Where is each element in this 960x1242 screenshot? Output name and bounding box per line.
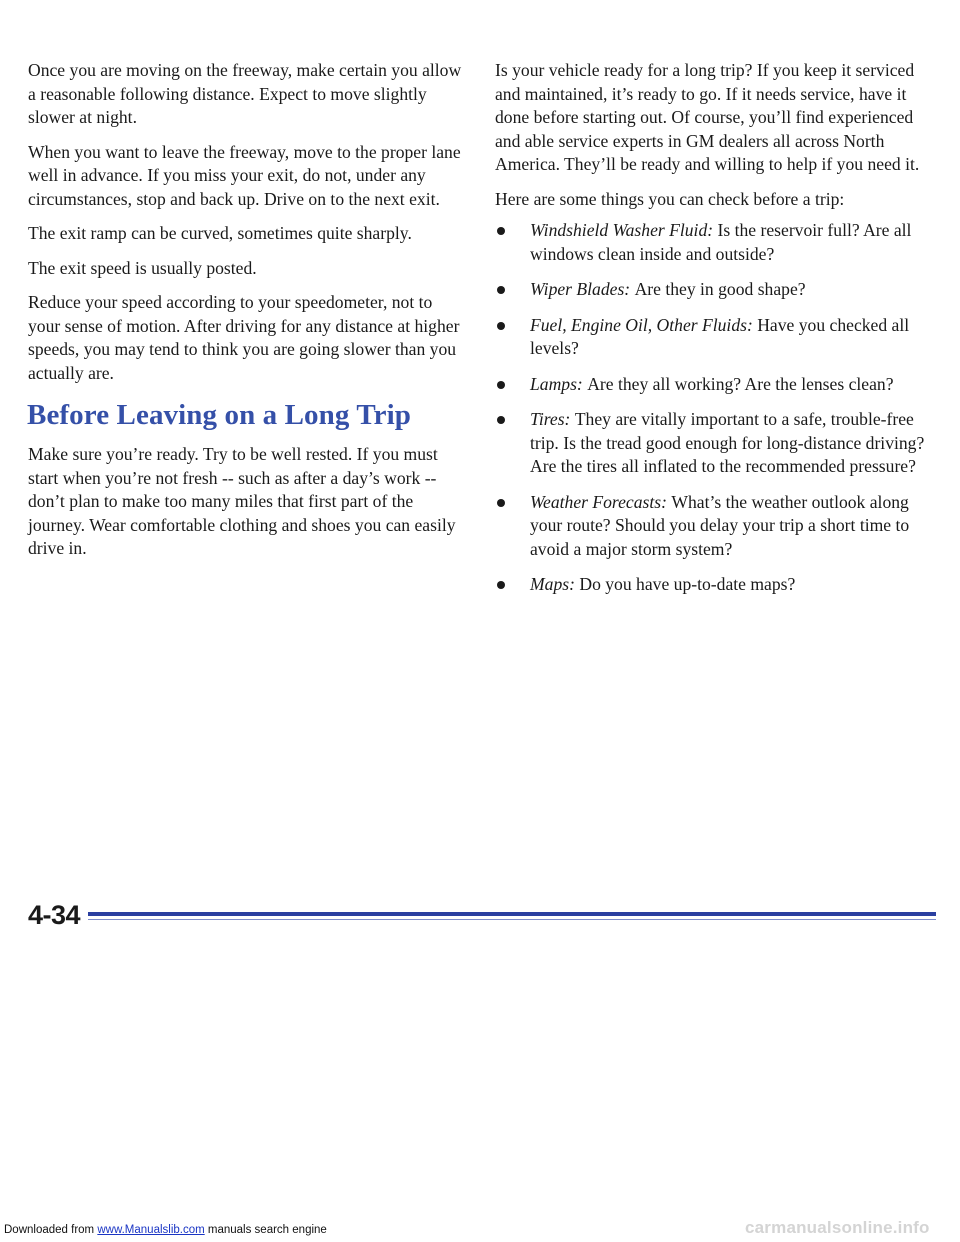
paragraph-exit-ramp: The exit ramp can be curved, sometimes quite sharply. <box>28 223 412 243</box>
watermark: carmanualsonline.info <box>745 1218 930 1237</box>
page-number: 4-34 <box>28 900 81 930</box>
checklist-text: What’s the weather outlook along your route? Should you delay your trip a short time to avoid a major storm system? <box>530 491 910 559</box>
bullet-icon <box>497 581 505 589</box>
left-column <box>28 59 466 572</box>
list-item <box>495 491 935 562</box>
right-column <box>495 59 935 609</box>
bullet-icon <box>497 416 505 424</box>
list-item <box>495 219 935 266</box>
list-item <box>495 573 935 597</box>
checklist-text: Do you have up-to-date maps? <box>579 574 796 594</box>
checklist-text: Are they all working? Are the lenses clean? <box>587 373 894 394</box>
list-item <box>495 373 935 397</box>
checklist-term: Weather Forecasts: <box>530 491 672 512</box>
checklist-text: Is the reservoir full? Are all windows clean inside and outside? <box>530 220 912 264</box>
bullet-icon <box>497 227 505 235</box>
paragraph-leaving-freeway: When you want to leave the freeway, move to the proper lane well in advance. If you miss your exit, do not, under any circumstances, stop and back up. Drive on to the next exit. <box>28 141 461 209</box>
list-item <box>495 278 935 302</box>
footer-rule-thin <box>88 919 936 920</box>
bullet-icon <box>497 499 505 507</box>
section-heading: Before Leaving on a Long Trip <box>27 399 411 431</box>
checklist-term: Wiper Blades: <box>530 279 635 299</box>
checklist-term: Lamps: <box>530 373 588 394</box>
manualslib-link[interactable]: www.Manualslib.com <box>97 1224 205 1236</box>
download-suffix: manuals search engine <box>204 1224 327 1236</box>
checklist-text: They are vitally important to a safe, trouble-free trip. Is the tread good enough for long-distance driving? Are the tires all inflated to the recommended pressure? <box>530 409 925 476</box>
list-item <box>495 408 935 479</box>
download-prefix: Downloaded from <box>4 1224 98 1236</box>
paragraph-vehicle-ready: Is your vehicle ready for a long trip? If you keep it serviced and maintained, it’s ready to go. If it needs service, have it done before starting out. Of course, you’ll find experienced and able service experts in GM dealers all across North America. They’ll be ready and willing to help if you need it. <box>495 60 920 174</box>
checklist-term: Tires: <box>530 409 575 429</box>
paragraph-reduce-speed: Reduce your speed according to your speedometer, not to your sense of motion. After driving for any distance at higher speeds, you may tend to think you are going slower than you actually are. <box>28 292 460 383</box>
paragraph-following-distance: Once you are moving on the freeway, make certain you allow a reasonable following distance. Expect to move slightly slower at night. <box>28 60 462 127</box>
footer-rule <box>88 912 936 916</box>
checklist-text: Are they in good shape? <box>634 279 806 299</box>
checklist-term: Fuel, Engine Oil, Other Fluids: <box>530 314 758 335</box>
checklist-text: Have you checked all levels? <box>530 314 910 358</box>
bullet-icon <box>497 381 505 389</box>
bullet-icon <box>497 286 505 294</box>
trip-checklist <box>495 219 935 597</box>
checklist-term: Windshield Washer Fluid: <box>530 220 718 240</box>
list-item <box>495 314 935 361</box>
bullet-icon <box>497 322 505 330</box>
paragraph-make-sure-ready: Make sure you’re ready. Try to be well rested. If you must start when you’re not fresh -- such as after a day’s work -- don’t plan to make too many miles that first part of the journey. Wear comfortable clothing and shoes you can easily drive in. <box>28 444 456 558</box>
checklist-term: Maps: <box>530 574 580 594</box>
paragraph-exit-speed: The exit speed is usually posted. <box>28 257 257 278</box>
checklist-intro: Here are some things you can check before a trip: <box>495 188 845 209</box>
download-banner <box>4 1224 327 1236</box>
